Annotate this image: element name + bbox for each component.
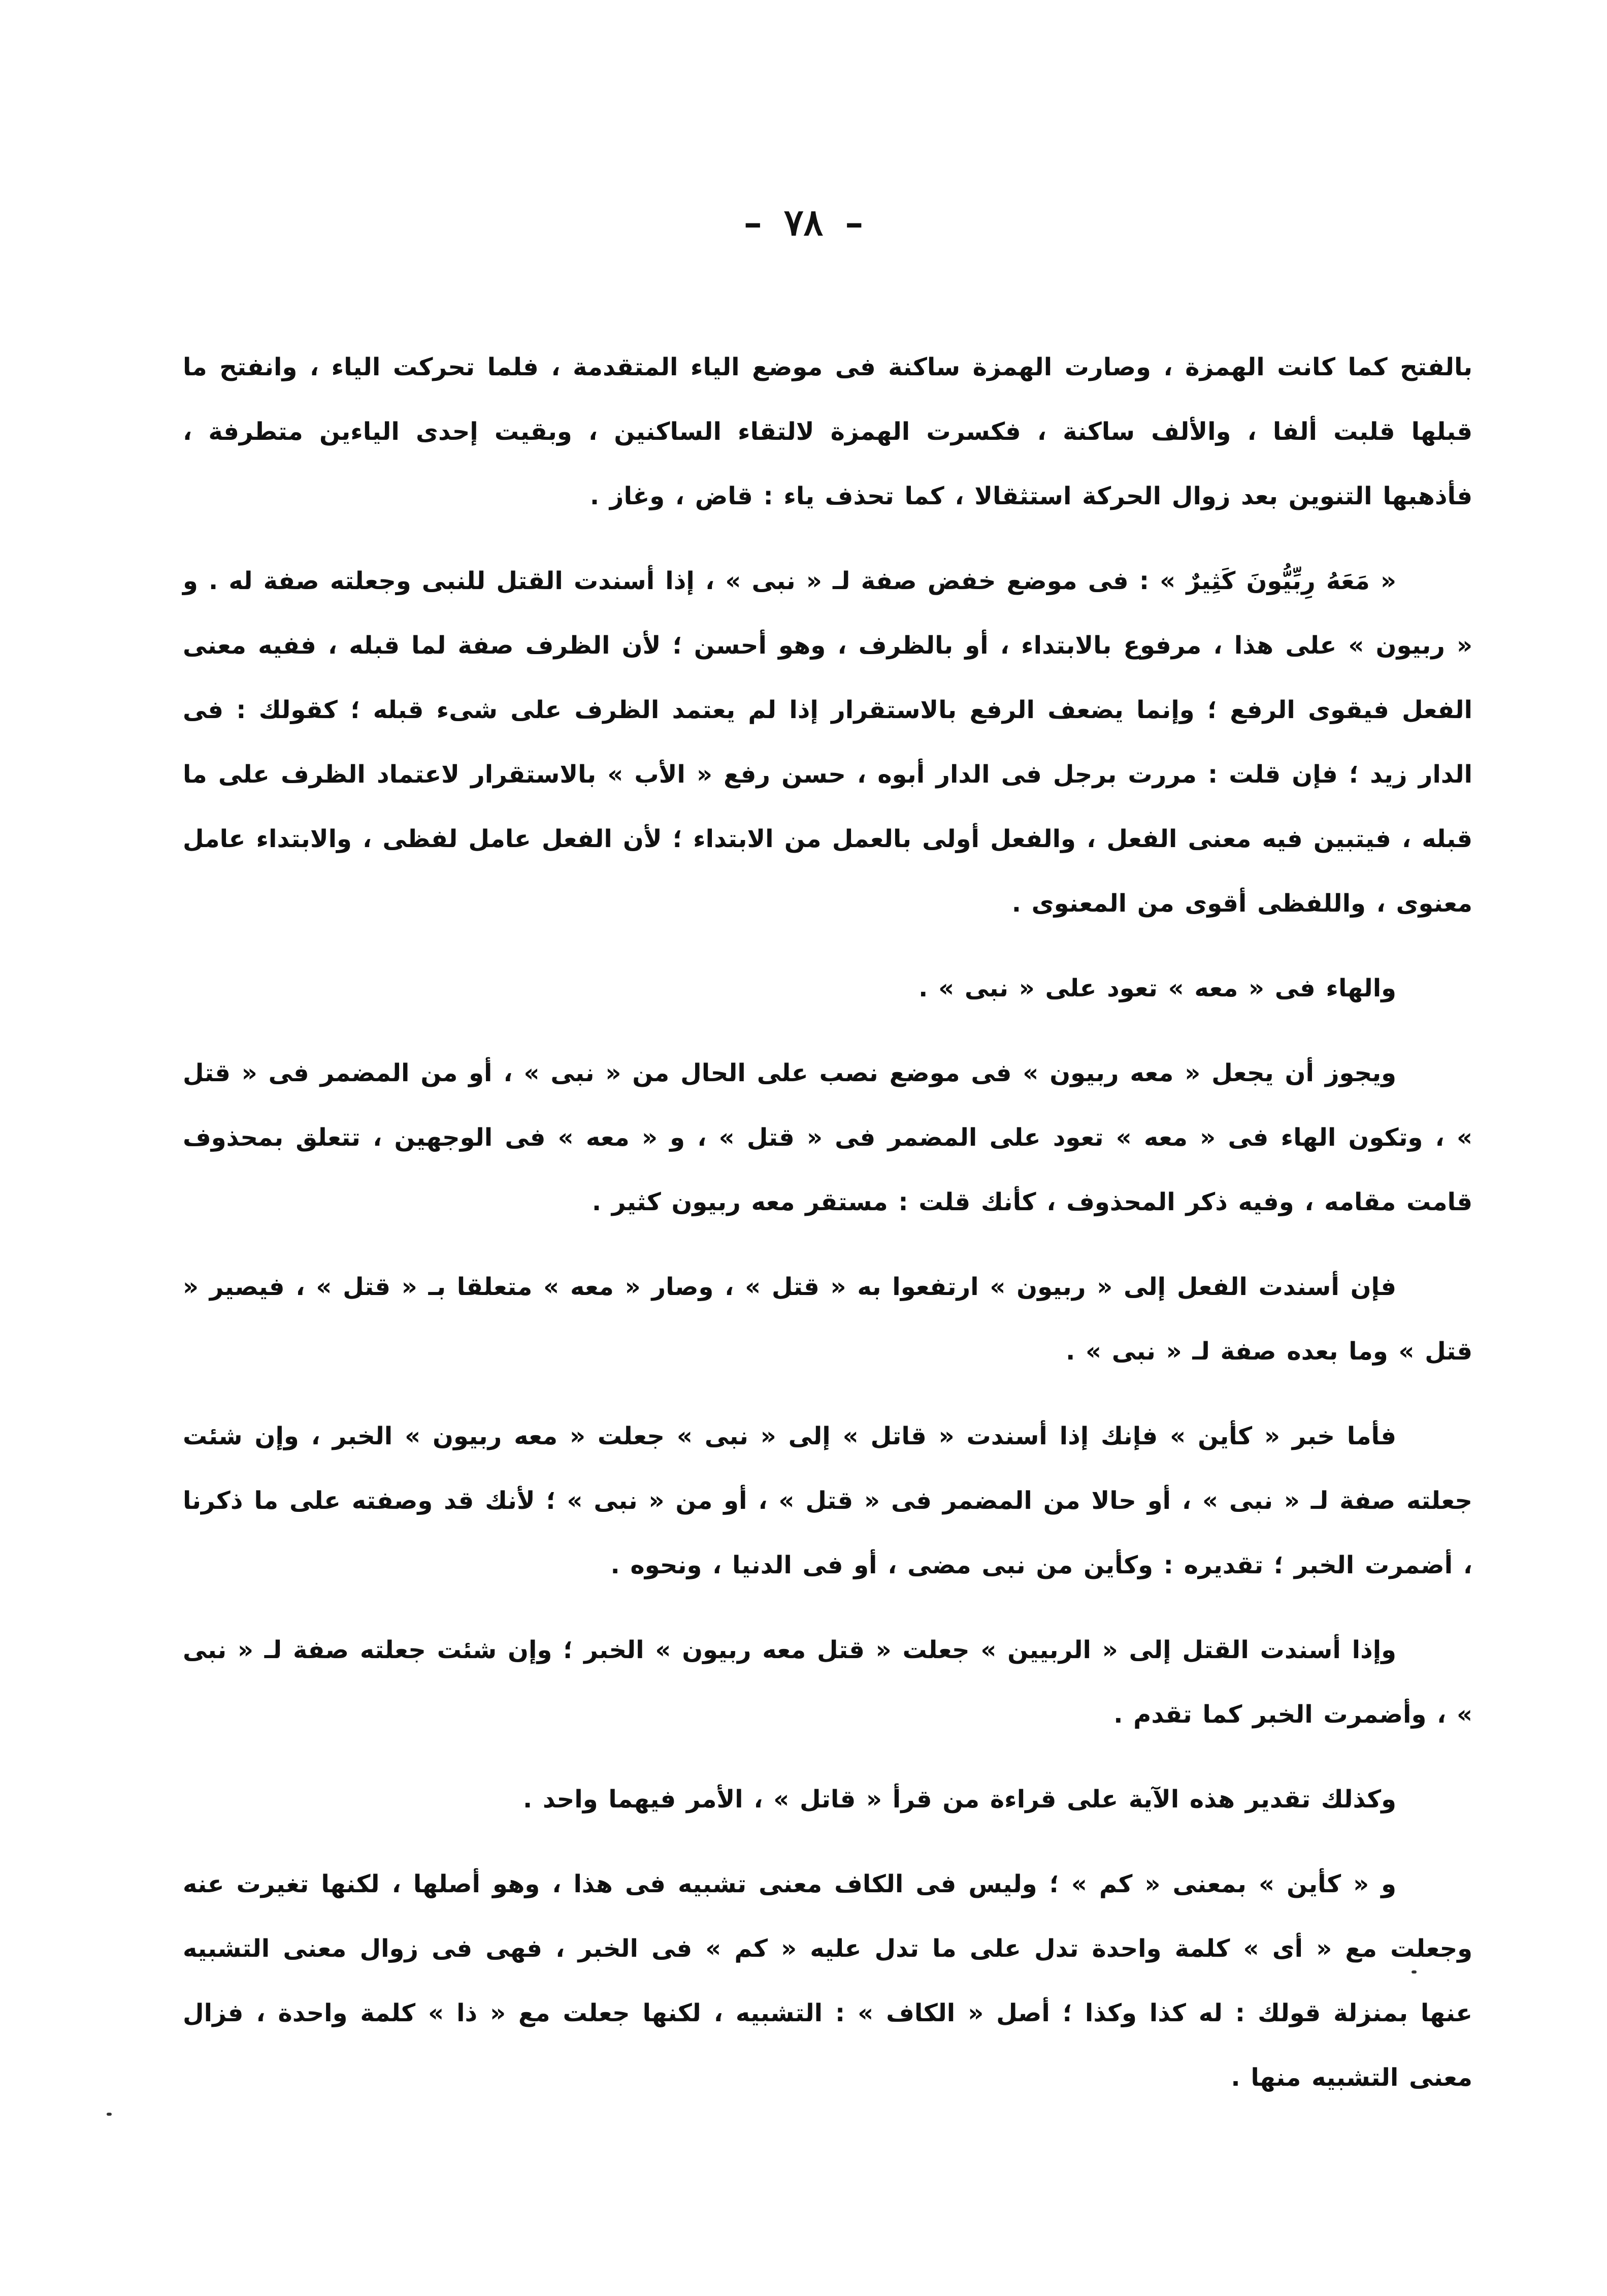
paragraph-3: والهاء فى « معه » تعود على « نبى » . — [919, 974, 1396, 1003]
paragraph-7: وإذا أسندت القتل إلى « الربيين » جعلت « قتل معه ربيون » الخبر ؛ وإن شئت جعلته صفة لـ « نبى » ، وأضمرت الخبر كما تقدم . — [183, 1636, 1472, 1729]
page-number-dash-right: – — [845, 201, 864, 244]
paragraph-6: فأما خبر « كأين » فإنك إذا أسندت « قاتل » إلى « نبى » جعلت « معه ربيون » الخبر ، وإن شئت جعلته صفة لـ « نبى » ، أو حالا من المضمر فى « قتل » ، أو من « نبى » ؛ لأنك قد وصفته على ما ذكرنا ، أضمرت الخبر ؛ تقديره : وكأين من نبى مضى ، أو فى الدنيا ، ونحوه . — [183, 1422, 1472, 1579]
paragraph-9: و « كأين » بمعنى « كم » ؛ وليس فى الكاف معنى تشبيه فى هذا ، وهو أصلها ، لكنها تغيرت عنه وجعلت مع « أى » كلمة واحدة تدل على ما تدل عليه « كم » فى الخبر ، فهى فى زوال معنى التشبيه عنها بمنزلة قولك : له كذا وكذا ؛ أصل « الكاف » : التشبيه ، لكنها جعلت مع « ذا » كلمة واحدة ، فزال معنى التشبيه منها . — [183, 1870, 1472, 2092]
paragraph-4: ويجوز أن يجعل « معه ربيون » فى موضع نصب على الحال من « نبى » ، أو من المضمر فى « قتل » ، وتكون الهاء فى « معه » تعود على المضمر فى « قتل » ، و « معه » فى الوجهين ، تتعلق بمحذوف قامت مقامه ، وفيه ذكر المحذوف ، كأنك قلت : مستقر معه ربيون كثير . — [183, 1059, 1472, 1216]
scan-speck — [1412, 1970, 1417, 1974]
page-number-value: ٧٨ — [783, 201, 824, 244]
paragraph-2: « مَعَهُ رِبِّيُّونَ كَثِيرٌ » : فى موضع خفض صفة لـ « نبى » ، إذا أسندت القتل للنبى وجعلته صفة له . و « ربيون » على هذا ، مرفوع بالابتداء ، أو بالظرف ، وهو أحسن ؛ لأن الظرف صفة لما قبله ، ففيه معنى الفعل فيقوى الرفع ؛ وإنما يضعف الرفع بالاستقرار إذا لم يعتمد الظرف على شىء قبله ؛ كقولك : فى الدار زيد ؛ فإن قلت : مررت برجل فى الدار أبوه ، حسن رفع « الأب » بالاستقرار لاعتماد الظرف على ما قبله ، فيتبين فيه معنى الفعل ، والفعل أولى بالعمل من الابتداء ؛ لأن الفعل عامل لفظى ، والابتداء عامل معنوى ، واللفظى أقوى من المعنوى . — [183, 567, 1472, 918]
page-number — [0, 201, 1607, 244]
paragraph-1: بالفتح كما كانت الهمزة ، وصارت الهمزة ساكنة فى موضع الياء المتقدمة ، فلما تحركت الياء ، وانفتح ما قبلها قلبت ألفا ، والألف ساكنة ، فكسرت الهمزة لالتقاء الساكنين ، وبقيت إحدى الياءين متطرفة ، فأذهبها التنوين بعد زوال الحركة استثقالا ، كما تحذف ياء : قاض ، وغاز . — [183, 353, 1472, 510]
page-number-dash-left: – — [743, 201, 762, 244]
scan-speck — [107, 2113, 112, 2116]
paragraph-5: فإن أسندت الفعل إلى « ربيون » ارتفعوا به « قتل » ، وصار « معه » متعلقا بـ « قتل » ، فيصير « قتل » وما بعده صفة لـ « نبى » . — [183, 1273, 1472, 1366]
paragraph-8: وكذلك تقدير هذه الآية على قراءة من قرأ « قاتل » ، الأمر فيهما واحد . — [522, 1785, 1396, 1814]
body-text — [183, 335, 1472, 2130]
